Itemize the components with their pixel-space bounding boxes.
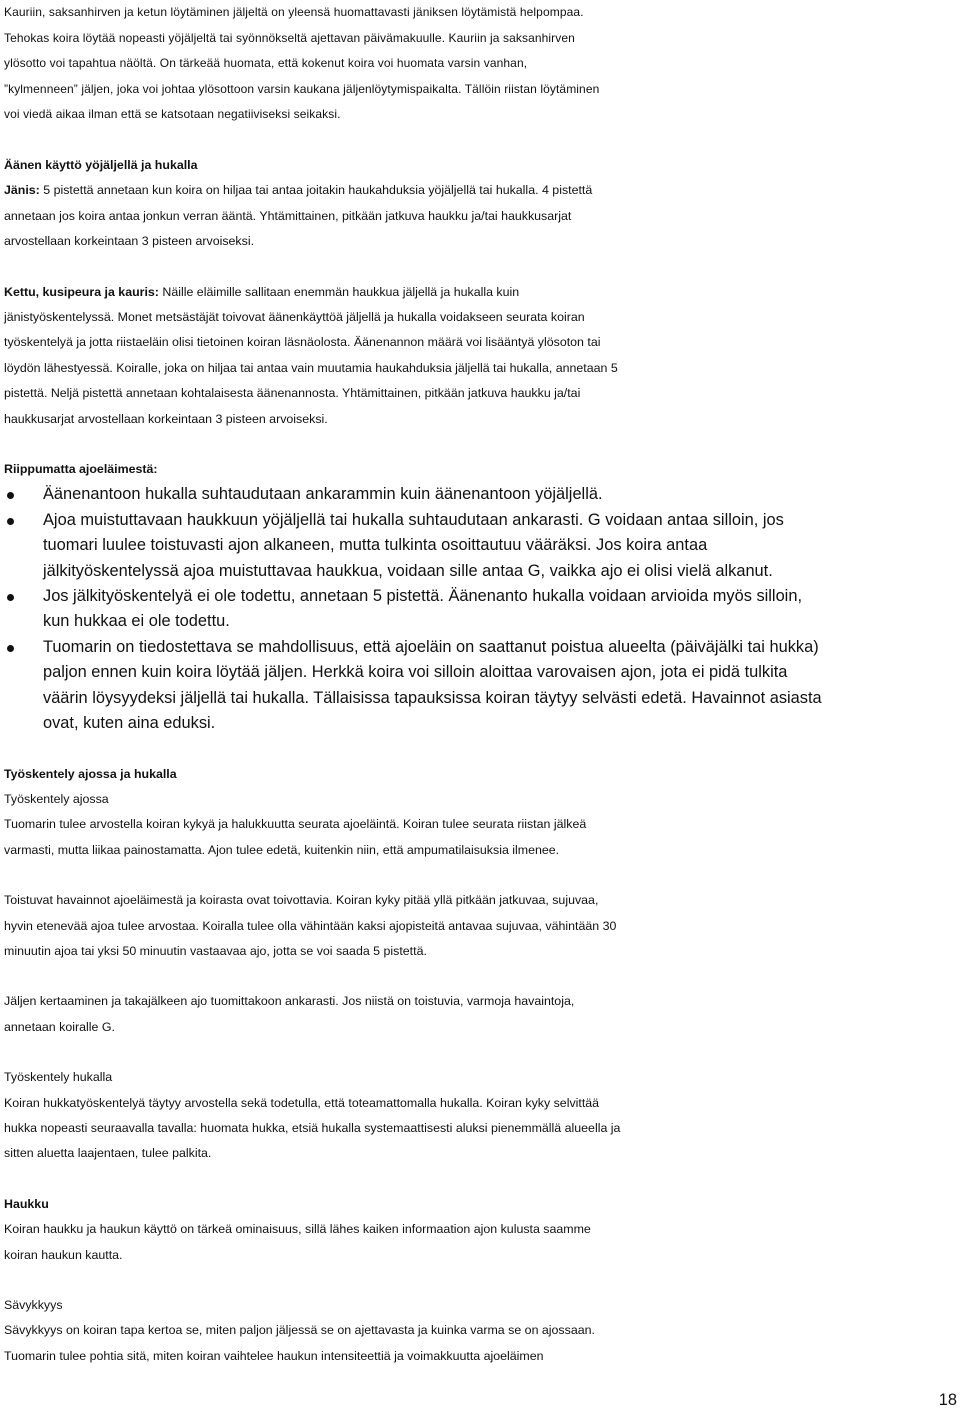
hare-label: Jänis:	[4, 183, 40, 198]
intro-paragraph	[4, 0, 958, 128]
spacer	[4, 1040, 958, 1065]
text-line: Koiran haukku ja haukun käyttö on tärkeä ominaisuus, sillä lähes kaiken informaation ajon kulusta saamme	[4, 1222, 591, 1237]
text-line: minuutin ajoa tai yksi 50 minuutin vastaavaa ajo, jotta se voi saada 5 pistettä.	[4, 943, 427, 958]
text-run: Näille eläimille sallitaan enemmän haukkua jäljellä ja hukalla kuin	[158, 284, 520, 299]
text-line: voi viedä aikaa ilman että se katsotaan negatiiviseksi seikaksi.	[4, 107, 341, 122]
text-line: pistettä. Neljä pistettä annetaan kohtalaisesta äänenannosta. Yhtämittainen, pitkään jatkuva haukku ja/tai	[4, 386, 581, 401]
text-line: ylösotto voi tapahtua näöltä. On tärkeää huomata, että kokenut koira voi huomata varsin vanhan,	[4, 56, 528, 71]
spacer	[4, 964, 958, 989]
spacer	[4, 128, 958, 153]
text-line: sitten aluetta laajentaen, tulee palkita.	[4, 1146, 212, 1161]
text-line: Koiran hukkatyöskentelyä täytyy arvostella sekä todetulla, että toteamattomalla hukalla. Koiran kyky selvittää	[4, 1095, 600, 1110]
text-line: arvostellaan korkeintaan 3 pisteen arvoiseksi.	[4, 234, 255, 249]
text-line: Jos jälkityöskentelyä ei ole todettu, annetaan 5 pistettä. Äänenanto hukalla voidaan arvioida myös silloin,	[43, 587, 802, 606]
animals-label: Kettu, kusipeura ja kauris:	[4, 284, 159, 299]
section-heading: Riippumatta ajoeläimestä:	[4, 462, 158, 477]
text-line: Toistuvat havainnot ajoeläimestä ja koirasta ovat toivottavia. Koiran kyky pitää yllä pitkään jatkuvaa, sujuvaa,	[4, 893, 599, 908]
text-line: Tuomarin on tiedostettava se mahdollisuus, että ajoeläin on saattanut poistua alueelta (päiväjälki tai hukka)	[43, 637, 819, 656]
list-item	[4, 584, 958, 635]
text-line: varmasti, mutta liikaa painostamatta. Ajon tulee edetä, kuitenkin niin, että ampumatilaisuksia ilmenee.	[4, 842, 560, 857]
text-run: 5 pistettä annetaan kun koira on hiljaa tai antaa joitakin haukahduksia yöjäljellä tai hukalla. 4 pistettä	[39, 183, 593, 198]
text-line: Äänenantoon hukalla suhtaudutaan ankarammin kuin äänenantoon yöjäljellä.	[43, 485, 603, 504]
text-line: Sävykkyys on koiran tapa kertoa se, miten paljon jäljessä se on ajettavasta ja kuinka varma se on ajossaan.	[4, 1323, 595, 1338]
subheading: Sävykkyys	[4, 1298, 63, 1312]
text-line: annetaan jos koira antaa jonkun verran ääntä. Yhtämittainen, pitkään jatkuva haukku ja/tai haukkusarjat	[4, 208, 572, 223]
text-line: ”kylmenneen” jäljen, joka voi johtaa ylösottoon varsin kaukana jäljenlöytymispaikalta. Tällöin riistan löytäminen	[4, 81, 600, 96]
section-heading: Työskentely ajossa ja hukalla	[4, 766, 177, 781]
section-fox-deer	[4, 280, 958, 432]
spacer	[4, 255, 958, 280]
text-line: Tehokas koira löytää nopeasti yöjäljeltä tai syönnökseltä ajettavan päivämakuulle. Kauriin ja saksanhirven	[4, 30, 575, 45]
text-line: Jäljen kertaaminen ja takajälkeen ajo tuomittakoon ankarasti. Jos niistä on toistuvia, varmoja havaintoja,	[4, 994, 575, 1009]
section-heading: Äänen käyttö yöjäljellä ja hukalla	[4, 157, 198, 172]
subheading: Työskentely hukalla	[4, 1070, 113, 1085]
text-line	[4, 280, 958, 305]
section-regardless-of-game	[4, 457, 958, 736]
text-line: koiran haukun kautta.	[4, 1247, 123, 1262]
list-item	[4, 482, 958, 507]
text-line: Tuomarin tulee arvostella koiran kykyä ja halukkuutta seurata ajoeläintä. Koiran tulee seurata riistan jälkeä	[4, 817, 587, 832]
spacer	[4, 737, 958, 762]
text-line: paljon ennen kuin koira löytää jäljen. Herkkä koira voi silloin aloittaa varovaisen ajon, jota ei pidä tulkita	[43, 663, 788, 682]
subheading: Työskentely ajossa	[4, 791, 109, 806]
text-line: löydön lähestyessä. Koiralle, joka on hiljaa tai antaa vain muutamia haukahduksia jäljellä tai hukalla, annetaan 5	[4, 360, 618, 375]
text-line: väärin löysyydeksi jäljellä tai hukalla. Tällaisissa tapauksissa koiran täytyy selvästi edetä. Havainnot asiasta	[43, 688, 822, 707]
section-voice-night-trail	[4, 153, 958, 255]
section-work-in-drive	[4, 762, 958, 1167]
text-line: kun hukkaa ei ole todettu.	[43, 612, 230, 631]
list-item	[4, 635, 958, 737]
page-number: 18	[938, 1391, 957, 1409]
document-page	[4, 0, 958, 1369]
text-line: Ajoa muistuttavaan haukkuun yöjäljellä tai hukalla suhtaudutaan ankarasti. G voidaan antaa silloin, jos	[43, 510, 784, 529]
spacer	[4, 863, 958, 888]
section-bark	[4, 1192, 958, 1369]
text-line: jänistyöskentelyssä. Monet metsästäjät toivovat äänenkäyttöä jäljellä ja hukalla voidakseen seurata koiran	[4, 310, 585, 324]
text-line: Kauriin, saksanhirven ja ketun löytäminen jäljeltä on yleensä huomattavasti jäniksen löytämistä helpompaa.	[4, 5, 584, 19]
spacer	[4, 1268, 958, 1293]
text-line: annetaan koiralle G.	[4, 1019, 115, 1034]
text-line	[4, 178, 958, 203]
text-line: hukka nopeasti seuraavalla tavalla: huomata hukka, etsiä hukalla systemaattisesti aluksi pienemmällä alueella ja	[4, 1120, 621, 1135]
text-line: Tuomarin tulee pohtia sitä, miten koiran vaihtelee haukun intensiteettiä ja voimakkuutta ajoeläimen	[4, 1348, 544, 1363]
spacer	[4, 1167, 958, 1192]
bullet-list	[4, 482, 958, 736]
text-line: haukkusarjat arvostellaan korkeintaan 3 pisteen arvoiseksi.	[4, 411, 328, 426]
section-heading: Haukku	[4, 1196, 49, 1211]
text-line: hyvin etenevää ajoa tulee arvostaa. Koiralla tulee olla vähintään kaksi ajopisteitä antavaa sujuvaa, vähintään 30	[4, 918, 617, 933]
spacer	[4, 432, 958, 457]
text-line: ovat, kuten aina eduksi.	[43, 714, 216, 733]
list-item	[4, 508, 958, 584]
text-line: työskentelyä ja jotta riistaeläin olisi tietoinen koiran läsnäolosta. Äänenannon määrä voi lisääntyä ylösoton tai	[4, 335, 601, 350]
text-line: tuomari luulee toistuvasti ajon alkaneen, mutta tulkinta osoittautuu vääräksi. Jos koira antaa	[43, 536, 708, 555]
text-line: jälkityöskentelyssä ajoa muistuttavaa haukkua, voidaan sille antaa G, vaikka ajo ei olisi vielä alkanut.	[43, 561, 773, 580]
